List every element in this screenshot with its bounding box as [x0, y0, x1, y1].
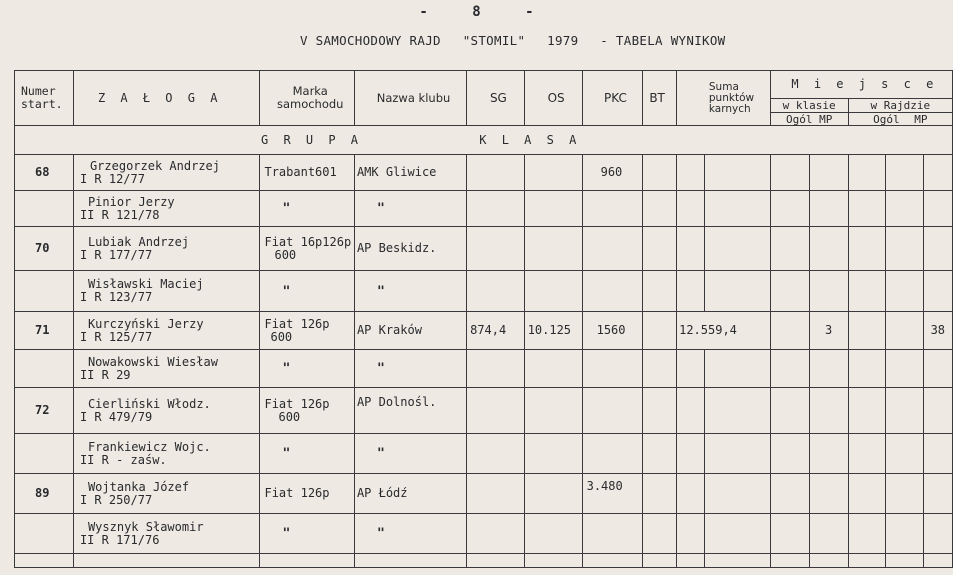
class-mp-value: 3 — [809, 312, 848, 350]
table-row — [15, 350, 953, 388]
title-part: 1979 — [547, 33, 579, 48]
driver-license: I R 177/77 — [79, 247, 153, 262]
header-penalty: Suma punktów karnych — [705, 71, 770, 126]
car-make: Fiat 126p — [264, 316, 330, 331]
table-row — [15, 227, 953, 271]
header-club: Nazwa klubu — [354, 71, 466, 126]
table-row — [15, 312, 953, 350]
ditto-mark: " — [260, 191, 354, 227]
codriver-license: II R 171/76 — [79, 532, 160, 547]
results-table — [14, 70, 953, 568]
table-row — [15, 191, 953, 227]
header-overall-class: Ogól — [785, 113, 813, 126]
table-row — [15, 155, 953, 191]
crew-driver-cell — [73, 227, 260, 271]
club-name: AP Kraków — [354, 312, 466, 350]
car-make: Fiat 16p126p — [264, 234, 352, 249]
club-name: AP Beskidz. — [354, 227, 466, 271]
sg-value: 874,4 — [467, 312, 525, 350]
crew-codriver-cell — [73, 434, 260, 474]
driver-name: Lubiak Andrzej — [87, 234, 190, 249]
crew-driver-cell — [73, 312, 260, 350]
car-cell — [260, 312, 354, 350]
table-row — [15, 271, 953, 312]
header-in-rally: w Rajdzie — [849, 99, 952, 113]
header-overall-rally: Ogól — [873, 113, 900, 126]
header-car: Marka samochodu — [260, 71, 354, 126]
pkc-value: 1560 — [582, 312, 643, 350]
codriver-name: Nowakowski Wiesław — [87, 354, 218, 369]
header-start-number: Numer start. — [15, 71, 74, 126]
table-row — [15, 474, 953, 514]
car-engine: 600 — [274, 247, 297, 262]
crew-driver-cell — [73, 474, 260, 514]
os-value — [524, 155, 582, 191]
rally-mp-value: 38 — [923, 312, 952, 350]
club-name: AP Dolnośl. — [354, 388, 466, 434]
group-class-row — [15, 126, 953, 155]
sg-value — [467, 155, 525, 191]
title-part: "STOMIL" — [462, 33, 526, 48]
header-mp-class: MP — [819, 113, 833, 126]
ditto-mark: " — [354, 271, 466, 312]
club-name: AP Łódź — [354, 474, 466, 514]
title-part: V SAMOCHODOWY RAJD — [300, 33, 441, 48]
codriver-name: Wysznyk Sławomir — [87, 519, 204, 534]
car-make: Trabant601 — [260, 155, 354, 191]
header-os: OS — [524, 71, 582, 126]
driver-license: I R 125/77 — [79, 329, 153, 344]
start-number: 70 — [15, 227, 74, 271]
header-place: M i e j s c e — [770, 71, 952, 99]
driver-license: I R 12/77 — [79, 171, 145, 186]
codriver-license: II R 29 — [79, 367, 131, 382]
club-name: AMK Gliwice — [354, 155, 466, 191]
driver-name: Cierliński Włodz. — [87, 396, 211, 411]
car-engine: 600 — [270, 329, 293, 344]
page-number: 8 — [472, 4, 481, 20]
ditto-mark: " — [260, 271, 354, 312]
crew-driver-cell — [73, 388, 260, 434]
codriver-license: II R - zaśw. — [79, 452, 167, 467]
header-crew: Z A Ł O G A — [73, 71, 260, 126]
codriver-name: Frankiewicz Wojc. — [87, 439, 211, 454]
codriver-license: I R 123/77 — [79, 290, 153, 304]
os-value: 10.125 — [524, 312, 582, 350]
car-make: Fiat 126p — [264, 396, 330, 411]
driver-name: Grzegorzek Andrzej — [89, 158, 220, 173]
ditto-mark: " — [354, 350, 466, 388]
crew-codriver-cell — [73, 350, 260, 388]
header-in-class: w klasie — [771, 99, 848, 113]
codriver-license: II R 121/78 — [79, 207, 160, 222]
header-pkc: PKC — [582, 71, 643, 126]
pkc-value: 3.480 — [582, 474, 643, 514]
ditto-mark: " — [260, 434, 354, 474]
crew-codriver-cell — [73, 514, 260, 554]
car-cell — [260, 388, 354, 434]
crew-codriver-cell — [73, 271, 260, 312]
pkc-value: 960 — [582, 155, 643, 191]
driver-name: Kurczyński Jerzy — [87, 316, 204, 331]
penalty-sum: 12.559,4 — [677, 312, 771, 350]
car-make: Fiat 126p — [260, 474, 354, 514]
header-bt: BT — [643, 71, 677, 126]
car-engine: 600 — [278, 409, 301, 424]
driver-license: I R 479/79 — [79, 409, 153, 424]
driver-name: Wojtanka Józef — [87, 479, 190, 494]
dash-right: - — [525, 4, 534, 20]
ditto-mark: " — [354, 514, 466, 554]
dash-left: - — [419, 4, 428, 20]
codriver-name: Pinior Jerzy — [87, 194, 175, 209]
crew-codriver-cell — [73, 191, 260, 227]
crew-driver-cell — [73, 155, 260, 191]
table-row — [15, 514, 953, 554]
header-sg: SG — [467, 71, 525, 126]
ditto-mark: " — [260, 350, 354, 388]
start-number: 71 — [15, 312, 74, 350]
ditto-mark: " — [354, 191, 466, 227]
document-title — [300, 33, 740, 48]
ditto-mark: " — [354, 434, 466, 474]
start-number: 68 — [15, 155, 74, 191]
ditto-mark: " — [260, 514, 354, 554]
car-cell — [260, 227, 354, 271]
title-part: - TABELA WYNIKOW — [600, 33, 726, 48]
class-label: K L A S A — [479, 132, 581, 147]
group-label: G R U P A — [261, 132, 363, 147]
table-row — [15, 388, 953, 434]
table-row — [15, 434, 953, 474]
start-number: 72 — [15, 388, 74, 434]
start-number: 89 — [15, 474, 74, 514]
codriver-name: Wisławski Maciej — [87, 277, 204, 291]
header-mp-rally: MP — [914, 113, 928, 126]
driver-license: I R 250/77 — [79, 492, 153, 507]
page-number-line — [0, 4, 953, 20]
